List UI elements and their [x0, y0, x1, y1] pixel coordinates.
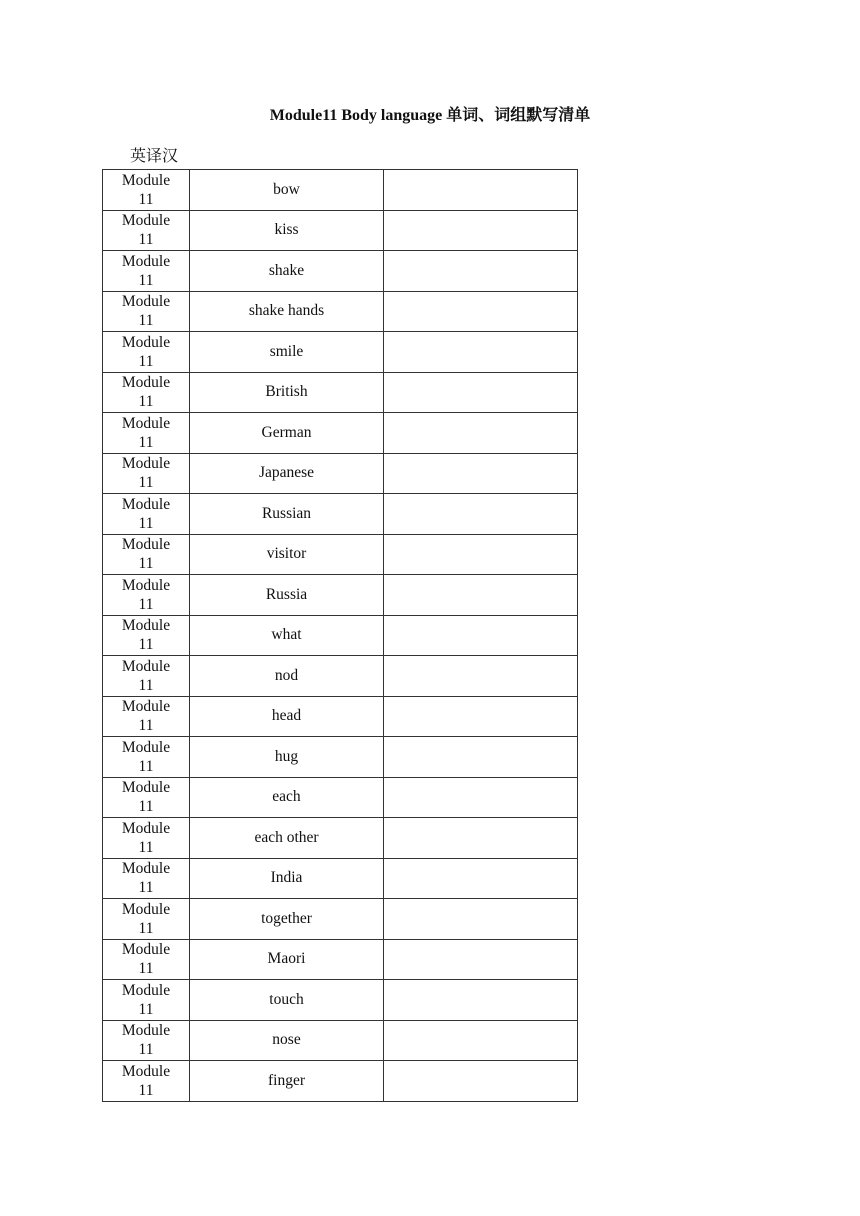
table-row: [103, 575, 578, 616]
module-number: 11: [138, 352, 154, 370]
module-label: Module: [121, 860, 171, 878]
module-cell: [103, 575, 190, 616]
english-word-cell: British: [190, 372, 384, 413]
module-cell: [103, 899, 190, 940]
module-label: Module: [121, 455, 171, 473]
english-word-cell: Japanese: [190, 453, 384, 494]
english-word-cell: hug: [190, 737, 384, 778]
translation-blank-cell[interactable]: [384, 575, 578, 616]
table-row: [103, 372, 578, 413]
english-word-cell: India: [190, 858, 384, 899]
table-row: [103, 818, 578, 859]
module-cell: [103, 453, 190, 494]
module-number: 11: [138, 960, 154, 978]
table-row: [103, 980, 578, 1021]
module-number: 11: [138, 393, 154, 411]
module-cell: [103, 251, 190, 292]
translation-blank-cell[interactable]: [384, 453, 578, 494]
module-label: Module: [121, 981, 171, 999]
table-row: [103, 615, 578, 656]
module-number: 11: [138, 798, 154, 816]
module-number: 11: [138, 1041, 154, 1059]
translation-blank-cell[interactable]: [384, 251, 578, 292]
table-row: [103, 656, 578, 697]
module-label: Module: [121, 171, 171, 189]
module-number: 11: [138, 190, 154, 208]
translation-blank-cell[interactable]: [384, 858, 578, 899]
translation-blank-cell[interactable]: [384, 696, 578, 737]
module-label: Module: [121, 779, 171, 797]
table-row: [103, 534, 578, 575]
module-cell: [103, 413, 190, 454]
translation-blank-cell[interactable]: [384, 170, 578, 211]
module-number: 11: [138, 474, 154, 492]
module-number: 11: [138, 595, 154, 613]
translation-blank-cell[interactable]: [384, 372, 578, 413]
module-cell: [103, 939, 190, 980]
module-label: Module: [121, 738, 171, 756]
english-word-cell: Russian: [190, 494, 384, 535]
translation-blank-cell[interactable]: [384, 291, 578, 332]
table-row: [103, 291, 578, 332]
module-number: 11: [138, 838, 154, 856]
vocab-table-body: [103, 170, 578, 1102]
module-label: Module: [121, 495, 171, 513]
table-row: [103, 1061, 578, 1102]
english-word-cell: finger: [190, 1061, 384, 1102]
translation-blank-cell[interactable]: [384, 534, 578, 575]
module-cell: [103, 332, 190, 373]
english-word-cell: kiss: [190, 210, 384, 251]
module-number: 11: [138, 717, 154, 735]
translation-blank-cell[interactable]: [384, 615, 578, 656]
page-title: Module11 Body language 单词、词组默写清单: [269, 107, 591, 124]
translation-blank-cell[interactable]: [384, 494, 578, 535]
module-cell: [103, 777, 190, 818]
module-number: 11: [138, 433, 154, 451]
english-word-cell: head: [190, 696, 384, 737]
english-word-cell: bow: [190, 170, 384, 211]
table-row: [103, 332, 578, 373]
translation-blank-cell[interactable]: [384, 332, 578, 373]
module-label: Module: [121, 819, 171, 837]
module-label: Module: [121, 1022, 171, 1040]
table-row: [103, 210, 578, 251]
english-word-cell: each other: [190, 818, 384, 859]
module-cell: [103, 170, 190, 211]
table-row: [103, 777, 578, 818]
module-label: Module: [121, 333, 171, 351]
module-label: Module: [121, 900, 171, 918]
module-cell: [103, 696, 190, 737]
module-number: 11: [138, 1081, 154, 1099]
module-label: Module: [121, 617, 171, 635]
english-word-cell: Russia: [190, 575, 384, 616]
module-number: 11: [138, 636, 154, 654]
module-cell: [103, 534, 190, 575]
module-cell: [103, 372, 190, 413]
translation-blank-cell[interactable]: [384, 656, 578, 697]
module-number: 11: [138, 555, 154, 573]
table-row: [103, 696, 578, 737]
translation-blank-cell[interactable]: [384, 210, 578, 251]
table-row: [103, 899, 578, 940]
module-cell: [103, 656, 190, 697]
table-row: [103, 413, 578, 454]
module-cell: [103, 210, 190, 251]
module-number: 11: [138, 514, 154, 532]
module-cell: [103, 1061, 190, 1102]
module-number: 11: [138, 231, 154, 249]
english-word-cell: nose: [190, 1020, 384, 1061]
module-cell: [103, 1020, 190, 1061]
module-label: Module: [121, 374, 171, 392]
module-cell: [103, 980, 190, 1021]
module-label: Module: [121, 293, 171, 311]
module-number: 11: [138, 879, 154, 897]
vocab-table: [102, 169, 578, 1102]
table-row: [103, 858, 578, 899]
section-label: 英译汉: [130, 148, 179, 165]
module-label: Module: [121, 252, 171, 270]
english-word-cell: nod: [190, 656, 384, 697]
table-row: [103, 453, 578, 494]
module-cell: [103, 858, 190, 899]
module-number: 11: [138, 271, 154, 289]
module-cell: [103, 291, 190, 332]
english-word-cell: each: [190, 777, 384, 818]
english-word-cell: German: [190, 413, 384, 454]
translation-blank-cell[interactable]: [384, 818, 578, 859]
module-label: Module: [121, 576, 171, 594]
module-label: Module: [121, 941, 171, 959]
module-cell: [103, 818, 190, 859]
table-row: [103, 170, 578, 211]
table-row: [103, 1020, 578, 1061]
table-row: [103, 251, 578, 292]
module-label: Module: [121, 212, 171, 230]
english-word-cell: what: [190, 615, 384, 656]
module-cell: [103, 737, 190, 778]
table-row: [103, 494, 578, 535]
module-number: 11: [138, 1000, 154, 1018]
english-word-cell: together: [190, 899, 384, 940]
translation-blank-cell[interactable]: [384, 1061, 578, 1102]
module-number: 11: [138, 757, 154, 775]
module-label: Module: [121, 536, 171, 554]
translation-blank-cell[interactable]: [384, 413, 578, 454]
module-number: 11: [138, 676, 154, 694]
translation-blank-cell[interactable]: [384, 980, 578, 1021]
english-word-cell: shake: [190, 251, 384, 292]
translation-blank-cell[interactable]: [384, 899, 578, 940]
module-label: Module: [121, 1062, 171, 1080]
translation-blank-cell[interactable]: [384, 1020, 578, 1061]
module-label: Module: [121, 698, 171, 716]
english-word-cell: touch: [190, 980, 384, 1021]
module-label: Module: [121, 657, 171, 675]
table-row: [103, 939, 578, 980]
module-label: Module: [121, 414, 171, 432]
module-number: 11: [138, 312, 154, 330]
english-word-cell: shake hands: [190, 291, 384, 332]
translation-blank-cell[interactable]: [384, 777, 578, 818]
translation-blank-cell[interactable]: [384, 737, 578, 778]
english-word-cell: Maori: [190, 939, 384, 980]
module-number: 11: [138, 919, 154, 937]
module-cell: [103, 494, 190, 535]
english-word-cell: smile: [190, 332, 384, 373]
translation-blank-cell[interactable]: [384, 939, 578, 980]
module-cell: [103, 615, 190, 656]
english-word-cell: visitor: [190, 534, 384, 575]
table-row: [103, 737, 578, 778]
